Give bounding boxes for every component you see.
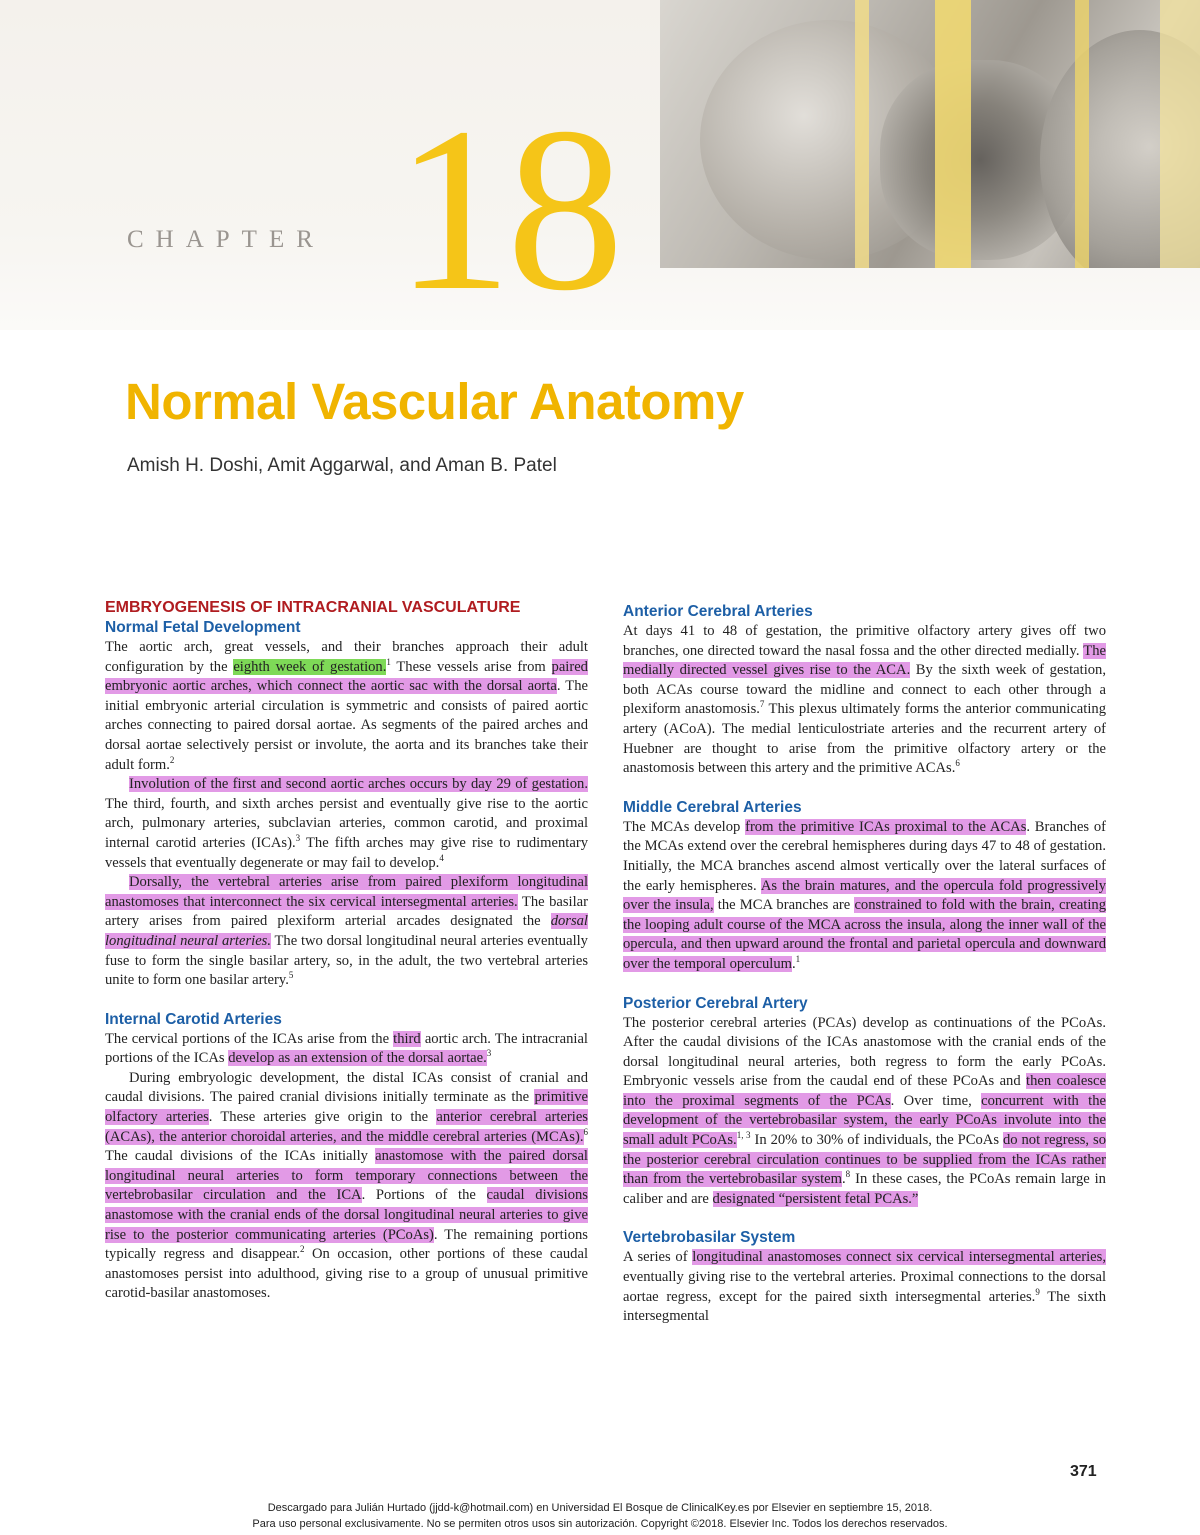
highlight: then coalesce into the proximal segments of the PCAs	[623, 1073, 1106, 1109]
highlight: Dorsally, the vertebral arteries arise from paired plexiform longitudinal anastomoses that interconnect the six cervical intersegmental arteries.	[105, 874, 588, 910]
left-column	[105, 597, 588, 1304]
right-column	[623, 602, 1106, 1327]
paragraph: Dorsally, the vertebral arteries arise from paired plexiform longitudinal anastomoses that interconnect the six cervical intersegmental arteries. The basilar artery arises from paired plexiform arterial arcades designated the dorsal longitudinal neural arteries. The two dorsal longitudinal neural arteries eventually fuse to form the single basilar artery, so, in the adult, the two vertebral arteries unite to form one basilar artery.$^5$	[105, 874, 588, 989]
highlight-green: eighth week of gestation.	[233, 658, 387, 675]
highlight: longitudinal anastomoses connect six cervical intersegmental arteries,	[692, 1249, 1106, 1266]
subheading-pca: Posterior Cerebral Artery	[623, 994, 808, 1012]
header-stripe	[935, 0, 971, 268]
paragraph: The aortic arch, great vessels, and their branches approach their adult configuration by the eighth week of gestation.$^1$ These vessels arise from paired embryonic aortic arches, which connect the aortic sac with the dorsal aorta. The initial embryonic arterial circulation is symmetric and consists of paired aortic arches connecting to paired dorsal aortae. As segments of the paired arches and dorsal aortae selectively persist or involute, the aorta and its branches take their adult form.$^2$	[105, 639, 588, 773]
paragraph: Involution of the first and second aortic arches occurs by day 29 of gestation. The third, fourth, and sixth arches persist and eventually give rise to the aortic arch, pulmonary arteries, subclavian arteries, common carotid, and proximal internal carotid arteries (ICAs).$^3$ The fifth arches may give rise to rudimentary vessels that eventually degenerate or may fail to develop.$^4$	[105, 776, 588, 871]
highlight: concurrent with the development of the vertebrobasilar system, the early PCoAs involute into the small adult PCoAs.	[623, 1092, 1106, 1149]
paragraph: A series of longitudinal anastomoses connect six cervical intersegmental arteries, eventually giving rise to the vertebral arteries. Proximal connections to the dorsal aortae regress, except for the paired sixth intersegmental arteries.$^9$ The sixth intersegmental	[623, 1249, 1106, 1325]
header-stripe	[1160, 0, 1200, 268]
header-stripe	[855, 0, 869, 268]
highlight: anterior cerebral arteries (ACAs), the anterior choroidal arteries, and the middle cerebral arteries (MCAs).	[105, 1109, 588, 1145]
paragraph: During embryologic development, the distal ICAs consist of cranial and caudal divisions. The paired cranial divisions initially terminate as the primitive olfactory arteries. These arteries give origin to the anterior cerebral arteries (ACAs), the anterior choroidal arteries, and the middle cerebral arteries (MCAs).$^6$ The caudal divisions of the ICAs initially anastomose with the paired dorsal longitudinal neural arteries to form temporary connections between the vertebrobasilar circulation and the ICA. Portions of the caudal divisions anastomose with the cranial ends of the dorsal longitudinal neural arteries to give rise to the posterior communicating arteries (PCoAs). The remaining portions typically regress and disappear.$^2$ On occasion, other portions of these caudal anastomoses persist into adulthood, giving rise to a group of unusual primitive carotid-basilar anastomoses.	[105, 1069, 589, 1302]
highlight: designated “persistent fetal PCAs.”	[712, 1190, 919, 1207]
highlight: do not regress, so the posterior cerebral circulation continues to be supplied from the ICAs rather than from the vertebrobasilar system	[623, 1132, 1106, 1188]
section-heading: EMBRYOGENESIS OF INTRACRANIAL VASCULATURE	[105, 599, 521, 616]
highlight: paired embryonic aortic arches, which connect the aortic sac with the dorsal aorta	[105, 658, 588, 695]
highlight: constrained to fold with the brain, creating the looping adult course of the MCA across the insula, along the inner wall of the opercula, and then upward around the frontal and parietal opercula and downward over the temporal operculum	[623, 897, 1106, 972]
footer-download-notice: Descargado para Julián Hurtado (jjdd-k@hotmail.com) en Universidad El Bosque de ClinicalKey.es por Elsevier en septiembre 15, 2018.	[267, 1502, 933, 1514]
subheading-fetal: Normal Fetal Development	[105, 619, 301, 636]
paragraph: The posterior cerebral arteries (PCAs) develop as continuations of the PCoAs. After the caudal divisions of the ICAs anastomose with the cranial ends of the dorsal longitudinal neural arteries, both regress to form the early PCoAs. Embryonic vessels arise from the caudal end of these PCoAs and then coalesce into the proximal segments of the PCAs. Over time, concurrent with the development of the vertebrobasilar system, the early PCoAs involute into the small adult PCoAs.$^{1, 3}$ In 20% to 30% of individuals, the PCoAs do not regress, so the posterior cerebral circulation continues to be supplied from the ICAs rather than from the vertebrobasilar system.$^8$ In these cases, the PCoAs remain large in caliber and are designated “persistent fetal PCAs.”	[623, 1014, 1106, 1207]
subheading-mca: Middle Cerebral Arteries	[623, 798, 802, 816]
chapter-title: Normal Vascular Anatomy	[125, 373, 744, 430]
paragraph: The MCAs develop from the primitive ICAs proximal to the ACAs. Branches of the MCAs extend over the cerebral hemispheres during days 47 to 48 of gestation. Initially, the MCA branches ascend almost vertically over the lateral surfaces of the early hemispheres. As the brain matures, and the opercula fold progressively over the insula, the MCA branches are constrained to fold with the brain, creating the looping adult course of the MCA across the insula, along the inner wall of the opercula, and then upward around the frontal and parietal opercula and downward over the temporal operculum.$^1$	[623, 818, 1107, 972]
highlight: from the primitive ICAs proximal to the ACAs	[745, 818, 1027, 835]
page-number: 371	[1070, 1463, 1097, 1480]
highlight: anastomose with the paired dorsal longitudinal neural arteries to form temporary connections between the vertebrobasilar circulation and the ICA	[105, 1148, 588, 1204]
subheading-vertebrobasilar: Vertebrobasilar System	[623, 1229, 796, 1247]
chapter-header-photo	[660, 0, 1200, 268]
highlight: develop as an extension of the dorsal aortae.	[228, 1050, 487, 1067]
subheading-ica: Internal Carotid Arteries	[105, 1010, 282, 1028]
paragraph: The cervical portions of the ICAs arise from the third aortic arch. The intracranial portions of the ICAs develop as an extension of the dorsal aortae.$^3$	[105, 1030, 588, 1067]
chapter-number: 18	[395, 79, 618, 339]
highlight: third	[393, 1030, 421, 1047]
chapter-label: CHAPTER	[127, 226, 325, 253]
highlight: caudal divisions anastomose with the cranial ends of the dorsal longitudinal neural arteries to give rise to the posterior communicating arteries (PCoAs)	[105, 1187, 588, 1243]
highlight: primitive olfactory arteries	[105, 1089, 588, 1126]
chapter-authors: Amish H. Doshi, Amit Aggarwal, and Aman B. Patel	[127, 455, 557, 476]
highlight: dorsal longitudinal neural arteries.	[105, 913, 588, 949]
highlight: Involution of the first and second aortic arches occurs by day 29 of gestation.	[129, 776, 588, 793]
subheading-aca: Anterior Cerebral Arteries	[623, 603, 813, 620]
paragraph: At days 41 to 48 of gestation, the primitive olfactory artery gives off two branches, one directed toward the nasal fossa and the other directed medially. The medially directed vessel gives rise to the ACA. By the sixth week of gestation, both ACAs course toward the midline and connect to each other through a plexiform anastomosis.$^7$ This plexus ultimately forms the anterior communicating artery (ACoA). The medial lenticulostriate arteries and the recurrent artery of Huebner are thought to arise from the primitive olfactory artery or the anastomosis between this artery and the primitive ACAs.$^6$	[623, 623, 1106, 777]
footer-copyright: Para uso personal exclusivamente. No se permiten otros usos sin autorización. Copyright ©2018. Elsevier Inc. Todos los derechos reservados.	[252, 1518, 948, 1530]
highlight: The medially directed vessel gives rise to the ACA.	[623, 642, 1106, 679]
highlight: As the brain matures, and the opercula fold progressively over the insula,	[623, 877, 1107, 914]
header-stripe	[1075, 0, 1089, 268]
